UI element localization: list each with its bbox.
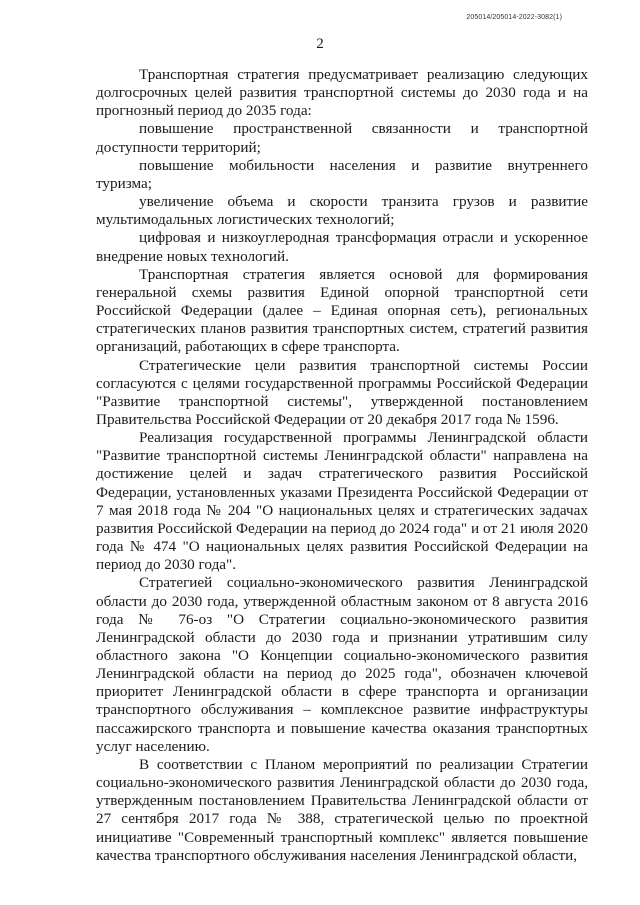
paragraph-goal-transit: увеличение объема и скорости транзита грузов и развитие мультимодальных логистических технологий; — [96, 193, 588, 229]
document-body — [96, 66, 588, 865]
document-id: 205014/205014-2022-3082(1) — [466, 14, 562, 21]
paragraph-strategic-goals: Стратегические цели развития транспортной системы России согласуются с целями государственной программы Российской Федерации "Развитие транспортной системы", утвержденной постановлением Правительства Российской Федерации от 20 декабря 2017 года № 1596. — [96, 356, 588, 428]
paragraph-state-program: Реализация государственной программы Ленинградской области "Развитие транспортной системы Ленинградской области" направлена на достижение целей и задач стратегического развития Российской Федерации, установленных указами Президента Российской Федерации от 7 мая 2018 года № 204 "О национальных целях и стратегических задачах развития Российской Федерации на период до 2024 года" и от 21 июля 2020 года № 474 "О национальных целях развития Российской Федерации на период до 2030 года". — [96, 429, 588, 574]
paragraph-strategy-goals-intro: Транспортная стратегия предусматривает реализацию следующих долгосрочных целей развития транспортной системы до 2030 года и на прогнозный период до 2035 года: — [96, 66, 588, 120]
paragraph-goal-digital: цифровая и низкоуглеродная трансформация отрасли и ускоренное внедрение новых технологий. — [96, 229, 588, 265]
page-number: 2 — [316, 36, 324, 52]
paragraph-goal-connectivity: повышение пространственной связанности и транспортной доступности территорий; — [96, 120, 588, 156]
paragraph-socio-economic-strategy: Стратегией социально-экономического развития Ленинградской области до 2030 года, утвержденной областным законом от 8 августа 2016 года № 76-оз "О Стратегии социально-экономического развития Ленинградской области до 2030 года и признании утратившим силу областного закона "О Концепции социально-экономического развития Ленинградской области на период до 2025 года", обозначен ключевой приоритет Ленинградской области в сфере транспорта и организации транспортного обслуживания – комплексное развитие инфраструктуры пассажирского транспорта и повышение качества оказания транспортных услуг населению. — [96, 574, 588, 755]
paragraph-strategy-basis: Транспортная стратегия является основой для формирования генеральной схемы развития Единой опорной транспортной сети Российской Федерации (далее – Единая опорная сеть), региональных стратегических планов развития транспортных систем, стратегий развития организаций, работающих в сфере транспорта. — [96, 265, 588, 356]
paragraph-goal-mobility: повышение мобильности населения и развитие внутреннего туризма; — [96, 156, 588, 192]
paragraph-action-plan: В соответствии с Планом мероприятий по реализации Стратегии социально-экономического развития Ленинградской области до 2030 года, утвержденным постановлением Правительства Ленинградской области от 27 сентября 2017 года № 388, стратегической целью по проектной инициативе "Современный транспортный комплекс" является повышение качества транспортного обслуживания населения Ленинградской области, — [96, 755, 588, 864]
